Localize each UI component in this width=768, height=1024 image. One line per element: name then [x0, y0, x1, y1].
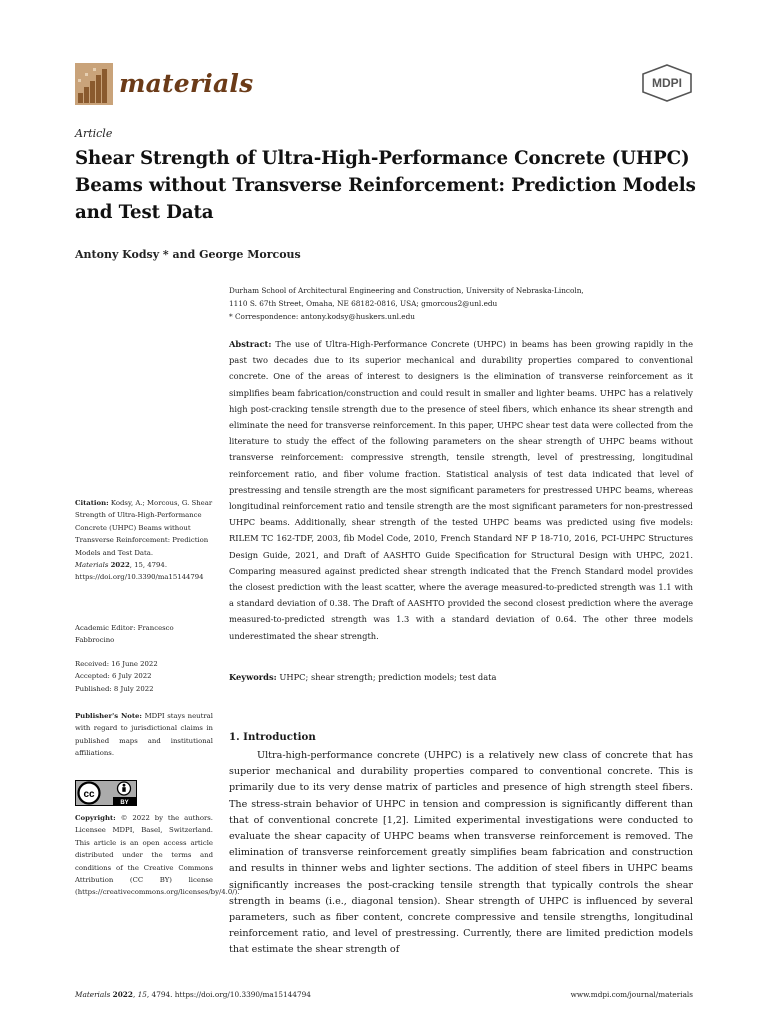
publisher-note: [75, 710, 213, 760]
paper-title: Shear Strength of Ultra-High-Performance Concrete (UHPC) Beams without Transverse Reinforcement: Prediction Models and Test Data: [75, 148, 696, 223]
citation-year: 2022: [110, 561, 130, 570]
affiliation-line: 1110 S. 67th Street, Omaha, NE 68182-0816, USA; gmorcous2@unl.edu: [229, 299, 498, 308]
footer-doi[interactable]: , 4794. https://doi.org/10.3390/ma15144794: [146, 990, 311, 999]
received-date: Received: 16 June 2022: [75, 660, 158, 668]
citation-journal: Materials: [75, 561, 109, 570]
keywords-label: Keywords:: [229, 672, 277, 682]
keywords: [229, 670, 693, 684]
citation-doi-link[interactable]: https://doi.org/10.3390/ma15144794: [75, 573, 204, 582]
citation-text: Kodsy, A.; Morcous, G. Shear Strength of Ultra-High-Performance Concrete (UHPC) Beams without Transverse Reinforcement: Prediction Models and Test Data.: [75, 499, 213, 557]
abstract: [229, 336, 693, 644]
footer-journal: Materials: [75, 990, 111, 999]
mdpi-logo-icon: [640, 64, 694, 102]
affiliation-block: [229, 284, 699, 323]
copyright-label: Copyright:: [75, 814, 116, 822]
correspondence-line: * Correspondence: antony.kodsy@huskers.unl.edu: [229, 312, 415, 321]
footer-journal-url[interactable]: www.mdpi.com/journal/materials: [570, 990, 693, 999]
section-heading: 1. Introduction: [229, 731, 316, 743]
editor-line: Academic Editor: Francesco: [75, 624, 174, 632]
copyright-text: © 2022 by the authors. Licensee MDPI, Basel, Switzerland. This article is an open access article distributed under the terms and conditions of the Creative Commons Attribution (CC BY) license (https://creativecommons.org/licenses/by/4.0/).: [75, 814, 240, 897]
abstract-text: The use of Ultra-High-Performance Concrete (UHPC) in beams has been growing rapidly in the past two decades due to its superior mechanical and durability properties compared to conventional concrete. One of the areas of interest to designers is the elimination of transverse reinforcement as it simplifies beam fabrication/construction and could result in smaller and lighter beams. UHPC has a relatively high post-cracking tensile strength due to the presence of steel fibers, which enhance its shear strength and eliminate the need for transverse reinforcement. In this paper, UHPC shear test data were collected from the literature to study the effect of the following parameters on the shear strength of UHPC beams without transverse reinforcement: compressive strength, tensile strength, level of prestressing, longitudinal reinforcement ratio, and fiber volume fraction. Statistical analysis of test data indicated that level of prestressing and tensile strength are the most significant parameters for prestressed UHPC beams, whereas longitudinal reinforcement ratio and tensile strength are the most significant parameters for non-prestressed UHPC beams. Additionally, shear strength of the tested UHPC beams was predicted using five models: RILEM TC 162-TDF, 2003, fib Model Code, 2010, French Standard NF P 18-710, 2016, PCI-UHPC Structures Design Guide, 2021, and Draft of AASHTO Guide Specification for Structural Design with UHPC, 2021. Comparing measured against predicted shear strength indicated that the French Standard model provides the closest prediction with the least scatter, where the average measured-to-predicted strength was 1.1 with a standard deviation of 0.38. The Draft of AASHTO provided the second closest prediction where the average measured-to-predicted strength was 1.3 with a standard deviation of 0.64. The other three models underestimated the shear strength.: [229, 339, 693, 641]
mdpi-logo-text: MDPI: [652, 76, 682, 90]
svg-text:BY: BY: [120, 799, 129, 806]
footer-citation: Materials 2022, 15, 4794. https://doi.org/10.3390/ma15144794: [75, 990, 311, 999]
dates-block: [75, 658, 215, 695]
citation-block: [75, 497, 215, 584]
citation-volume: , 15, 4794.: [129, 561, 168, 570]
authors: Antony Kodsy * and George Morcous: [75, 248, 301, 261]
academic-editor: [75, 622, 215, 647]
footer-volume: 15: [137, 990, 147, 999]
publisher-note-text: MDPI stays neutral with regard to jurisdictional claims in published maps and institutional affiliations.: [75, 712, 213, 758]
abstract-label: Abstract:: [229, 339, 272, 349]
journal-name: materials: [119, 69, 254, 98]
affiliation-line: Durham School of Architectural Engineering and Construction, University of Nebraska-Lincoln,: [229, 286, 584, 295]
introduction-paragraph: Ultra-high-performance concrete (UHPC) is a relatively new class of concrete that has superior mechanical and durability properties compared to conventional concrete. This is primarily due to its very dense matrix of particles and presence of high strength steel fibers. The stress-strain behavior of UHPC in tension and compression is significantly different than that of conventional concrete [1,2]. Limited experimental investigations were conducted to evaluate the shear capacity of UHPC beams when transverse reinforcement is removed. The elimination of transverse reinforcement greatly simplifies beam fabrication and construction and results in thinner webs and lighter sections. The addition of steel fibers in UHPC beams significantly increases the post-cracking tensile strength that typically controls the shear strength in beams (i.e., diagonal tension). Shear strength of UHPC is influenced by several parameters, such as fiber content, concrete compressive and tensile strengths, longitudinal reinforcement ratio, and level of prestressing. Currently, there are limited prediction models that estimate the shear strength of: [229, 750, 693, 956]
citation-label: Citation:: [75, 499, 109, 507]
cc-by-license-icon[interactable]: [75, 780, 137, 806]
article-type: Article: [75, 127, 113, 140]
editor-line: Fabbrocino: [75, 636, 115, 645]
accepted-date: Accepted: 6 July 2022: [75, 672, 152, 681]
svg-text:cc: cc: [83, 789, 95, 800]
keywords-text: UHPC; shear strength; prediction models; test data: [279, 672, 497, 682]
footer-year: 2022: [112, 990, 133, 999]
journal-logo-icon: [75, 63, 113, 105]
published-date: Published: 8 July 2022: [75, 684, 154, 693]
journal-logo: [75, 62, 253, 106]
publisher-note-label: Publisher's Note:: [75, 712, 142, 720]
copyright-block: [75, 812, 240, 899]
